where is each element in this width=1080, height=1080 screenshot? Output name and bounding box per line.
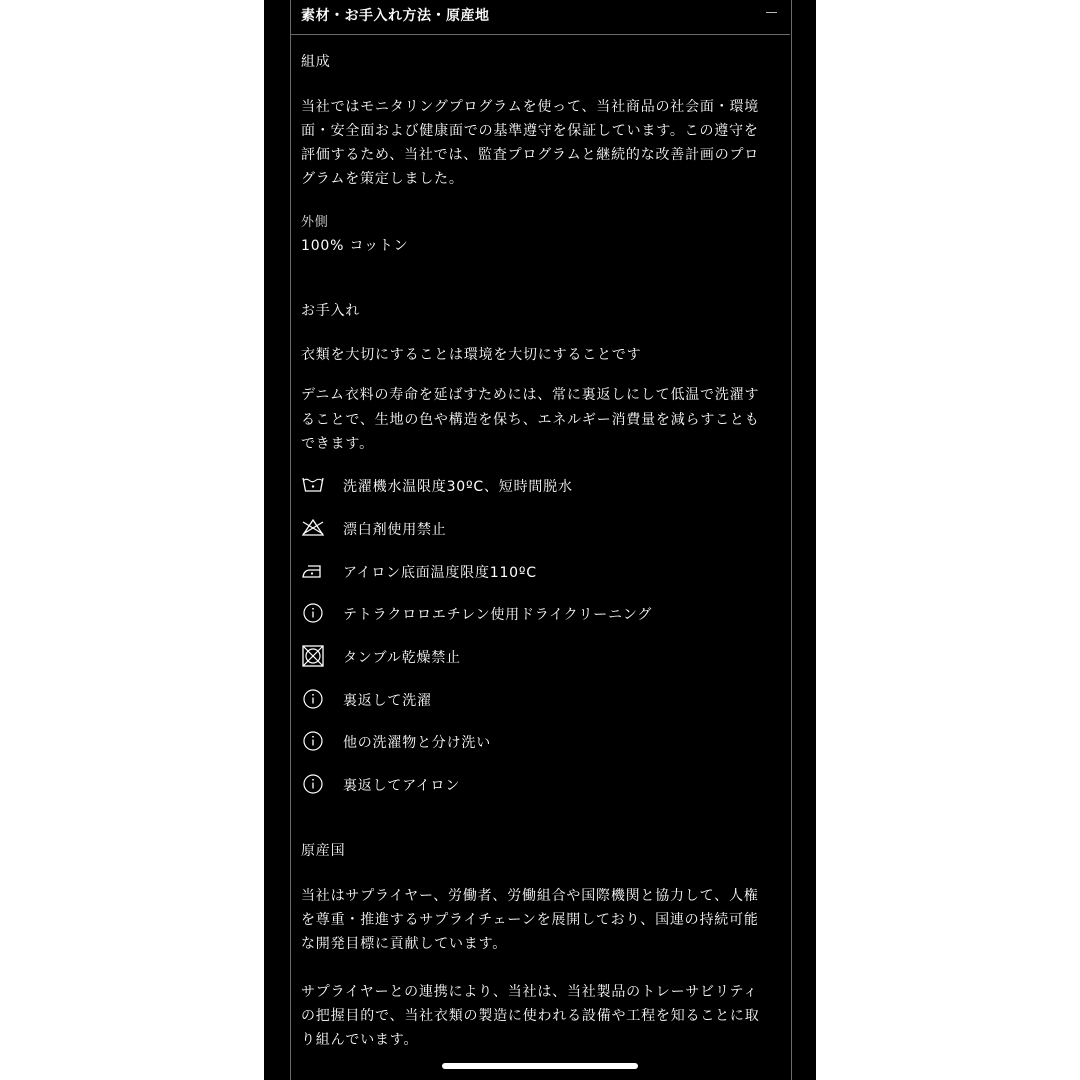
no-tumble-dry-icon [301,645,325,667]
material-value: 100% コットン [301,238,409,254]
care-instruction-label: タンブル乾燥禁止 [343,650,461,666]
care-text-line: できます。 [301,436,374,452]
origin-text-line: 当社はサプライヤー、労働者、労働組合や国際機関と協力して、人権 [301,888,759,904]
care-instruction-label: 漂白剤使用禁止 [343,522,447,538]
accordion-header[interactable] [290,0,790,35]
care-instruction-label: 他の洗濯物と分け洗い [343,735,491,751]
care-intro: 衣類を大切にすることは環境を大切にすることです [301,347,642,363]
home-indicator[interactable] [442,1063,638,1069]
origin-text-line: り組んでいます。 [301,1032,419,1048]
care-instruction-label: 裏返して洗濯 [343,693,432,709]
composition-heading: 組成 [301,54,331,70]
iron-low-icon [301,560,325,582]
origin-heading: 原産国 [301,843,346,859]
no-bleach-icon [301,517,325,539]
info-icon [301,730,325,752]
origin-text-line: な開発目標に貢献しています。 [301,936,508,952]
care-heading: お手入れ [301,303,361,319]
composition-text-line: 面・安全面および健康面での基準遵守を保証しています。この遵守を [301,123,759,139]
care-instruction-label: 洗濯機水温限度30ºC、短時間脱水 [343,479,573,495]
composition-text-line: グラムを策定しました。 [301,171,464,187]
collapse-icon[interactable] [766,4,778,16]
accordion-title: 素材・お手入れ方法・原産地 [301,8,490,24]
origin-text-line: サプライヤーとの連携により、当社は、当社製品のトレーサビリティ [301,984,758,1000]
care-instruction-label: 裏返してアイロン [343,778,461,794]
care-instruction-label: テトラクロロエチレン使用ドライクリーニング [343,607,653,623]
part-label: 外側 [301,215,329,230]
composition-text-line: 評価するため、当社では、監査プログラムと継続的な改善計画のプロ [301,147,760,163]
phone-screen [264,0,816,1080]
info-icon [301,602,325,624]
care-text-line: デニム衣料の寿命を延ばすためには、常に裏返しにして低温で洗濯す [301,387,760,403]
info-icon [301,688,325,710]
care-instruction-label: アイロン底面温度限度110ºC [343,565,537,581]
composition-text-line: 当社ではモニタリングプログラムを使って、当社商品の社会面・環境 [301,99,760,115]
care-text-line: ることで、生地の色や構造を保ち、エネルギー消費量を減らすことも [301,412,760,428]
wash-30-icon [301,474,325,496]
origin-text-line: の把握目的で、当社衣類の製造に使われる設備や工程を知ることに取 [301,1008,760,1024]
info-icon [301,773,325,795]
origin-text-line: を尊重・推進するサプライチェーンを展開しており、国連の持続可能 [301,912,759,928]
